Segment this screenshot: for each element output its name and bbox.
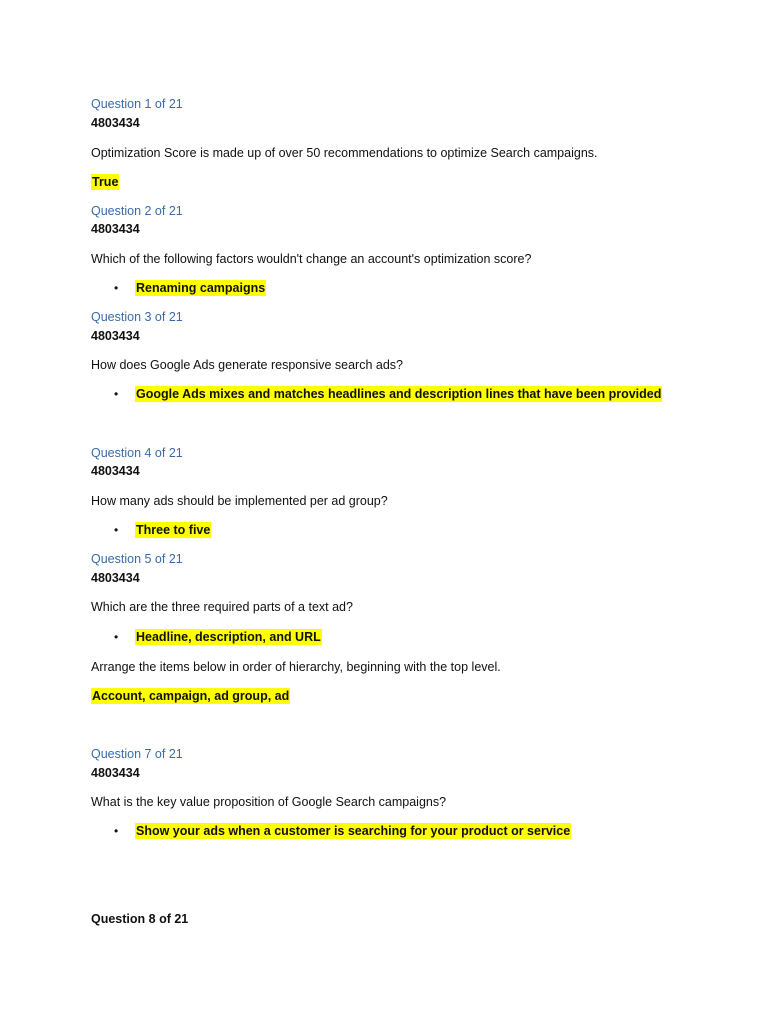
question-6-answer: Account, campaign, ad group, ad: [92, 689, 290, 703]
question-4-answer: Three to five: [136, 523, 211, 537]
question-5-header: Question 5 of 21: [91, 552, 183, 566]
question-5-answer: Headline, description, and URL: [136, 630, 321, 644]
question-1-header: Question 1 of 21: [91, 97, 183, 111]
question-2-answer: Renaming campaigns: [136, 281, 266, 295]
question-4-id: 4803434: [91, 464, 140, 478]
question-3-id: 4803434: [91, 329, 140, 343]
question-2-id: 4803434: [91, 222, 140, 236]
question-7-answer: Show your ads when a customer is searching for your product or service: [136, 824, 571, 838]
question-2-prompt: Which of the following factors wouldn't change an account's optimization score?: [91, 252, 532, 266]
question-4-header: Question 4 of 21: [91, 446, 183, 460]
question-1-prompt: Optimization Score is made up of over 50 recommendations to optimize Search campaigns.: [91, 146, 598, 160]
question-2-header: Question 2 of 21: [91, 204, 183, 218]
bullet-icon: •: [114, 281, 119, 295]
question-8-header: Question 8 of 21: [91, 912, 189, 926]
question-1-answer: True: [92, 175, 119, 189]
question-1-id: 4803434: [91, 116, 140, 130]
question-3-prompt: How does Google Ads generate responsive search ads?: [91, 358, 403, 372]
bullet-icon: •: [114, 523, 119, 537]
question-4-prompt: How many ads should be implemented per ad group?: [91, 494, 388, 508]
question-7-header: Question 7 of 21: [91, 747, 183, 761]
question-3-header: Question 3 of 21: [91, 310, 183, 324]
bullet-icon: •: [114, 387, 119, 401]
bullet-icon: •: [114, 824, 119, 838]
question-5-prompt: Which are the three required parts of a text ad?: [91, 600, 353, 614]
question-5-id: 4803434: [91, 571, 140, 585]
question-3-answer: Google Ads mixes and matches headlines and description lines that have been provided: [136, 387, 662, 401]
question-6-prompt: Arrange the items below in order of hierarchy, beginning with the top level.: [91, 660, 501, 674]
bullet-icon: •: [114, 630, 119, 644]
question-7-prompt: What is the key value proposition of Google Search campaigns?: [91, 795, 447, 809]
question-7-id: 4803434: [91, 766, 140, 780]
